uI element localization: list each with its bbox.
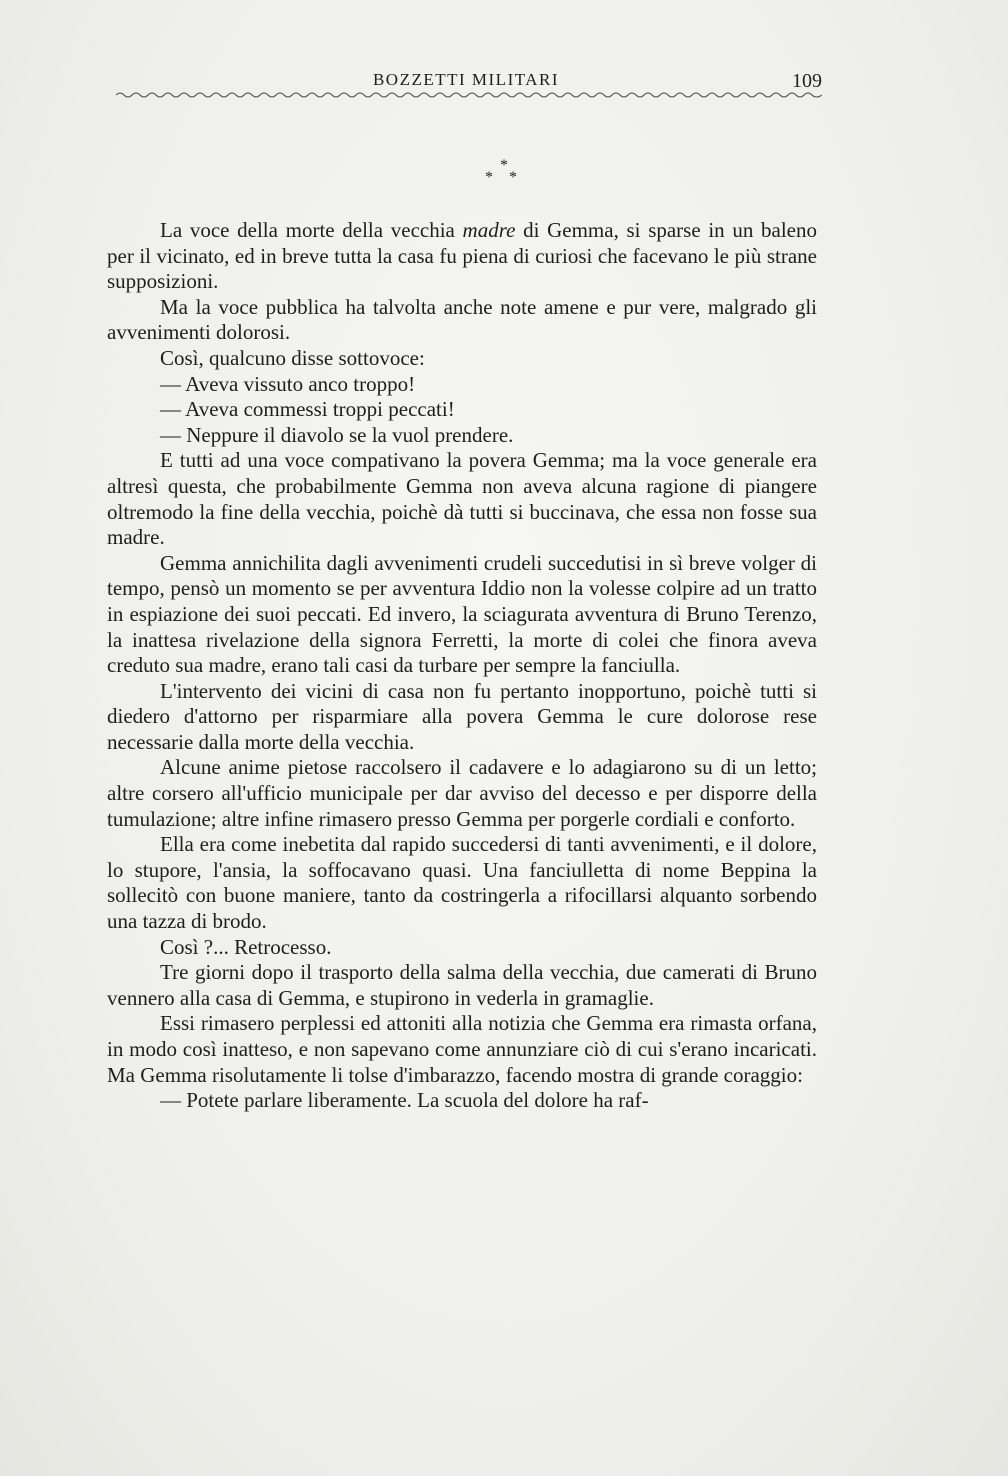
paragraph: Essi rimasero perplessi ed attoniti alla notizia che Gemma era rimasta orfana, in modo così inatteso, e non sapevano come annunziare ciò di cui s'erano incaricati. Ma Gemma risolutamente li tolse d'imbarazzo, facendo mostra di grande coraggio: <box>107 1011 817 1087</box>
decorative-wavy-rule <box>116 90 822 100</box>
running-title: BOZZETTI MILITARI <box>372 70 560 89</box>
running-head <box>110 62 822 92</box>
dialogue-line: — Neppure il diavolo se la vuol prendere. <box>160 422 514 447</box>
paragraph: Così, qualcuno disse sottovoce: <box>160 345 425 370</box>
paragraph: Alcune anime pietose raccolsero il cadavere e lo adagiarono su di un letto; altre corsero all'ufficio municipale per dar avviso del decesso e per disporre della tumulazione; altre infine rimasero presso Gemma per porgerle cordiali e conforto. <box>107 755 817 831</box>
paragraph: Gemma annichilita dagli avvenimenti crudeli succedutisi in sì breve volger di tempo, pensò un momento se per avventura Iddio non la volesse colpire ad un tratto in espiazione dei suoi peccati. Ed invero, la sciagurata avventura di Bruno Terenzo, la inattesa rivelazione della signora Ferretti, la morte di colei che finora aveva creduto sua madre, erano tali casi da turbare per sempre la fanciulla. <box>107 550 817 678</box>
paragraph: L'intervento dei vicini di casa non fu pertanto inopportuno, poichè tutti si diedero d'attorno per risparmiare alla povera Gemma le cure dolorose rese necessarie dalla morte della vecchia. <box>107 678 817 754</box>
paragraph: E tutti ad una voce compativano la povera Gemma; ma la voce generale era altresì questa, che probabilmente Gemma non aveva alcuna ragione di piangere oltremodo la fine della vecchia, poichè dà tutti si buccinava, che essa non fosse sua madre. <box>107 448 817 550</box>
paragraph: La voce della morte della vecchia madre di Gemma, si sparse in un baleno per il vicinato, ed in breve tutta la casa fu piena di curiosi che facevano le più strane supposizioni. <box>107 218 817 294</box>
paragraph: Ma la voce pubblica ha talvolta anche note amene e pur vere, malgrado gli avvenimenti dolorosi. <box>107 294 817 345</box>
paragraph: Così ?... Retrocesso. <box>160 934 332 959</box>
paragraph: Ella era come inebetita dal rapido succedersi di tanti avvenimenti, e il dolore, lo stupore, l'ansia, la soffocavano quasi. Una fanciulletta di nome Beppina la sollecitò con buone maniere, tanto da costringerla a rifocillarsi alquanto sorbendo una tazza di brodo. <box>107 832 817 934</box>
italic-word: madre <box>462 218 516 242</box>
dialogue-line: — Aveva commessi troppi peccati! <box>160 397 455 422</box>
dialogue-line: — Potete parlare liberamente. La scuola del dolore ha raf- <box>160 1088 649 1113</box>
page-number: 109 <box>792 70 822 92</box>
paragraph: Tre giorni dopo il trasporto della salma della vecchia, due camerati di Bruno vennero alla casa di Gemma, e stupirono in vederla in gramaglie. <box>107 960 817 1010</box>
asterism-bottom: * * <box>485 169 523 186</box>
body-text <box>107 218 817 1114</box>
asterism-top: * <box>500 157 508 174</box>
section-break-asterism <box>0 157 1008 186</box>
dialogue-line: — Aveva vissuto anco troppo! <box>160 371 416 396</box>
